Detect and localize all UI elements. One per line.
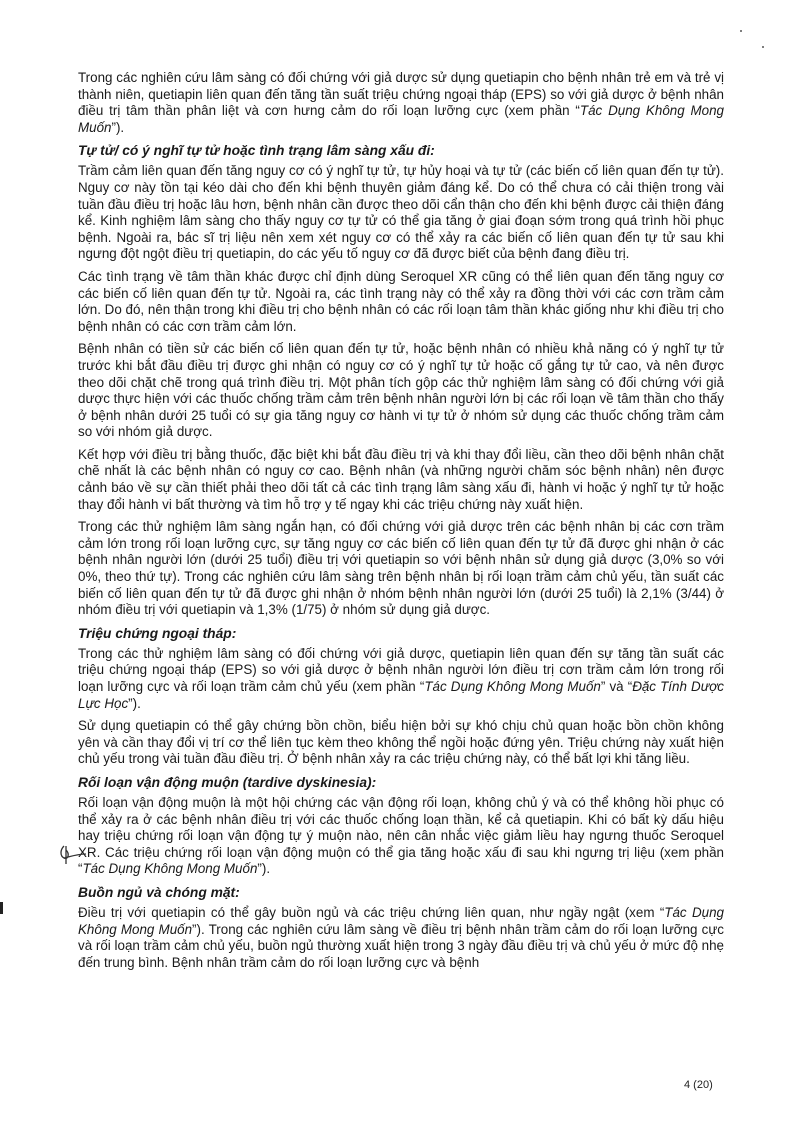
handwritten-margin-mark-icon (58, 842, 88, 866)
scan-speck (740, 30, 742, 32)
paragraph-tardive-dyskinesia (78, 795, 724, 878)
section-reference: Đặc Tính Dược Lực Học (78, 679, 724, 711)
text: ”). (128, 695, 141, 711)
text: ”). (257, 861, 271, 877)
text: Rối loạn vận động muộn là một hội chứng các vận động rối loạn, không chủ ý và có thể không hồi phục có thể xảy ra ở các bệnh nhân điều trị với các thuốc chống loạn thần, kể cả quetiapin. Khi có bất kỳ dấu hiệu hay triệu chứng rối loạn vận động tự ý muộn nào, nên cân nhắc việc giảm liều hay ngưng thuốc Seroquel XR. Các triệu chứng rối loạn vận động muộn có thể gia tăng hoặc xấu đi sau khi ngưng trị liệu (xem phần “ (78, 794, 724, 877)
heading-drowsiness: Buồn ngủ và chóng mặt: (78, 884, 240, 900)
text: Điều trị với quetiapin có thể gây buồn ngủ và các triệu chứng liên quan, như ngầy ngật (xem “ (78, 904, 665, 920)
paragraph-akathisia: Sử dụng quetiapin có thể gây chứng bồn chồn, biểu hiện bởi sự khó chịu chủ quan hoặc bồn chồn không yên và cần thay đổi vị trí cơ thể liên tục kèm theo không thể ngồi hoặc đứng yên. Triệu chứng này xuất hiện chủ yếu trong vài tuần đầu điều trị. Ở bệnh nhân xảy ra các triệu chứng này, có thể bất lợi khi tăng liều. (78, 718, 724, 767)
heading-extrapyramidal: Triệu chứng ngoại tháp: (78, 625, 237, 641)
paragraph-history-suicide: Bệnh nhân có tiền sử các biến cố liên quan đến tự tử, hoặc bệnh nhân có nhiều khả năng có ý nghĩ tự tử trước khi bắt đầu điều trị được ghi nhận có nguy cơ có ý nghĩ tự tử hoặc cố gắng tự tử cao, và nên được theo dõi chặt chẽ trong quá trình điều trị. Một phân tích gộp các thử nghiệm lâm sàng có đối chứng với giả dược thực hiện với các thuốc chống trầm cảm trên bệnh nhân người lớn bị các rối loạn về tâm thần cho thấy ở bệnh nhân dưới 25 tuổi có sự gia tăng nguy cơ hành vi tự tử ở nhóm sử dụng các thuốc chống trầm cảm so với nhóm giả dược. (78, 341, 724, 440)
page-number: 4 (20) (684, 1079, 713, 1091)
section-reference: Tác Dụng Không Mong Muốn (78, 103, 724, 135)
section-reference: Tác Dụng Không Mong Muốn (78, 904, 724, 937)
paragraph-suicide-risk: Trầm cảm liên quan đến tăng nguy cơ có ý nghĩ tự tử, tự hủy hoại và tự tử (các biến cố liên quan đến tự tử). Nguy cơ này tồn tại kéo dài cho đến khi bệnh thuyên giảm đáng kể. Do có thể chưa có cải thiện trong vài tuần đầu điều trị hoặc lâu hơn, bệnh nhân cần được theo dõi cẩn thận cho đến khi bệnh được cải thiện đáng kể. Kinh nghiệm lâm sàng cho thấy nguy cơ tự tử có thể gia tăng ở giai đoạn sớm trong quá trình hồi phục bệnh. Ngoài ra, bác sĩ trị liệu nên xem xét nguy cơ có thể xảy ra các biến cố liên quan đến tự tử sau khi ngưng đột ngột điều trị quetiapin, do các yếu tố nguy cơ đã được biết của bệnh đang điều trị. (78, 163, 724, 262)
margin-line-mark (0, 902, 3, 914)
text: ” và “ (600, 679, 633, 694)
text: Trong các nghiên cứu lâm sàng có đối chứng với giả dược sử dụng quetiapin cho bệnh nhân trẻ em và trẻ vị thành niên, quetiapin liên quan đến tăng tần suất triệu chứng ngoại tháp (EPS) so với giả dược ở bệnh nhân điều trị tâm thần phân liệt và cơn hưng cảm do rối loạn lưỡng cực (xem phần “ (78, 70, 724, 119)
heading-suicide: Tự tử/ có ý nghĩ tự tử hoặc tình trạng lâm sàng xấu đi: (78, 143, 435, 159)
heading-tardive-dyskinesia: Rối loạn vận động muộn (tardive dyskinesia): (78, 774, 377, 790)
paragraph-clinical-trials: Trong các thử nghiệm lâm sàng ngắn hạn, có đối chứng với giả dược trên các bệnh nhân bị các cơn trầm cảm lớn trong rối loạn lưỡng cực, sự tăng nguy cơ các biến cố liên quan đến tự tử đã được ghi nhận ở các bệnh nhân người lớn (dưới 25 tuổi) điều trị với quetiapin so với bệnh nhân sử dụng giả dược (3,0% so với 0%, theo thứ tự). Trong các nghiên cứu lâm sàng trên bệnh nhân bị rối loạn trầm cảm chủ yếu, tần suất các biến cố liên quan đến tự tử đã được ghi nhận ở nhóm bệnh nhân người lớn (dưới 25 tuổi) là 2,1% (3/44) ở nhóm điều trị với quetiapin và 1,3% (1/75) ở nhóm sử dụng giả dược. (78, 519, 724, 618)
paragraph-monitoring: Kết hợp với điều trị bằng thuốc, đặc biệt khi bắt đầu điều trị và khi thay đổi liều, cần theo dõi bệnh nhân chặt chẽ nhất là các bệnh nhân có nguy cơ cao. Bệnh nhân (và những người chăm sóc bệnh nhân) nên được cảnh báo về sự cần thiết phải theo dõi tất cả các tình trạng lâm sàng xấu đi, hành vi hoặc ý nghĩ tự tử hoặc thay đổi hành vi bất thường và tìm hỗ trợ y tế ngay khi các triệu chứng này xuất hiện. (78, 446, 724, 512)
paragraph-drowsiness (78, 905, 724, 971)
text: Trong các thử nghiệm lâm sàng có đối chứng với giả dược, quetiapin liên quan đến sự tăng tần suất các triệu chứng ngoại tháp (EPS) so với giả dược ở bệnh nhân người lớn điều trị cơn trầm cảm lớn trong rối loạn lưỡng cực và rối loạn trầm cảm chủ yếu (xem phần “ (78, 645, 724, 694)
document-body (78, 70, 724, 977)
paragraph-eps-adults (78, 646, 724, 712)
paragraph-pediatric-eps (78, 70, 724, 136)
scan-speck (762, 46, 764, 48)
text: ”). (111, 119, 125, 135)
text: ”). Trong các nghiên cứu lâm sàng về điều trị bệnh nhân trầm cảm do rối loạn lưỡng cực và rối loạn trầm cảm chủ yếu, buồn ngủ thường xuất hiện trong 3 ngày đầu điều trị và chủ yếu ở mức độ nhẹ đến trung bình. Bệnh nhân trầm cảm do rối loạn lưỡng cực và bệnh (78, 921, 724, 970)
section-reference: Tác Dụng Không Mong Muốn (424, 679, 601, 694)
paragraph-psychiatric-conditions: Các tình trạng về tâm thần khác được chỉ định dùng Seroquel XR cũng có thể liên quan đến tăng nguy cơ các biến cố liên quan đến tự tử. Ngoài ra, các tình trạng này có thể xảy ra đồng thời với các cơn trầm cảm lớn. Do đó, nên thận trong khi điều trị cho bệnh nhân có các rối loạn tâm thần khác giống như khi điều trị cho bệnh nhân có các cơn trầm cảm lớn. (78, 268, 724, 334)
section-reference: Tác Dụng Không Mong Muốn (82, 861, 258, 877)
